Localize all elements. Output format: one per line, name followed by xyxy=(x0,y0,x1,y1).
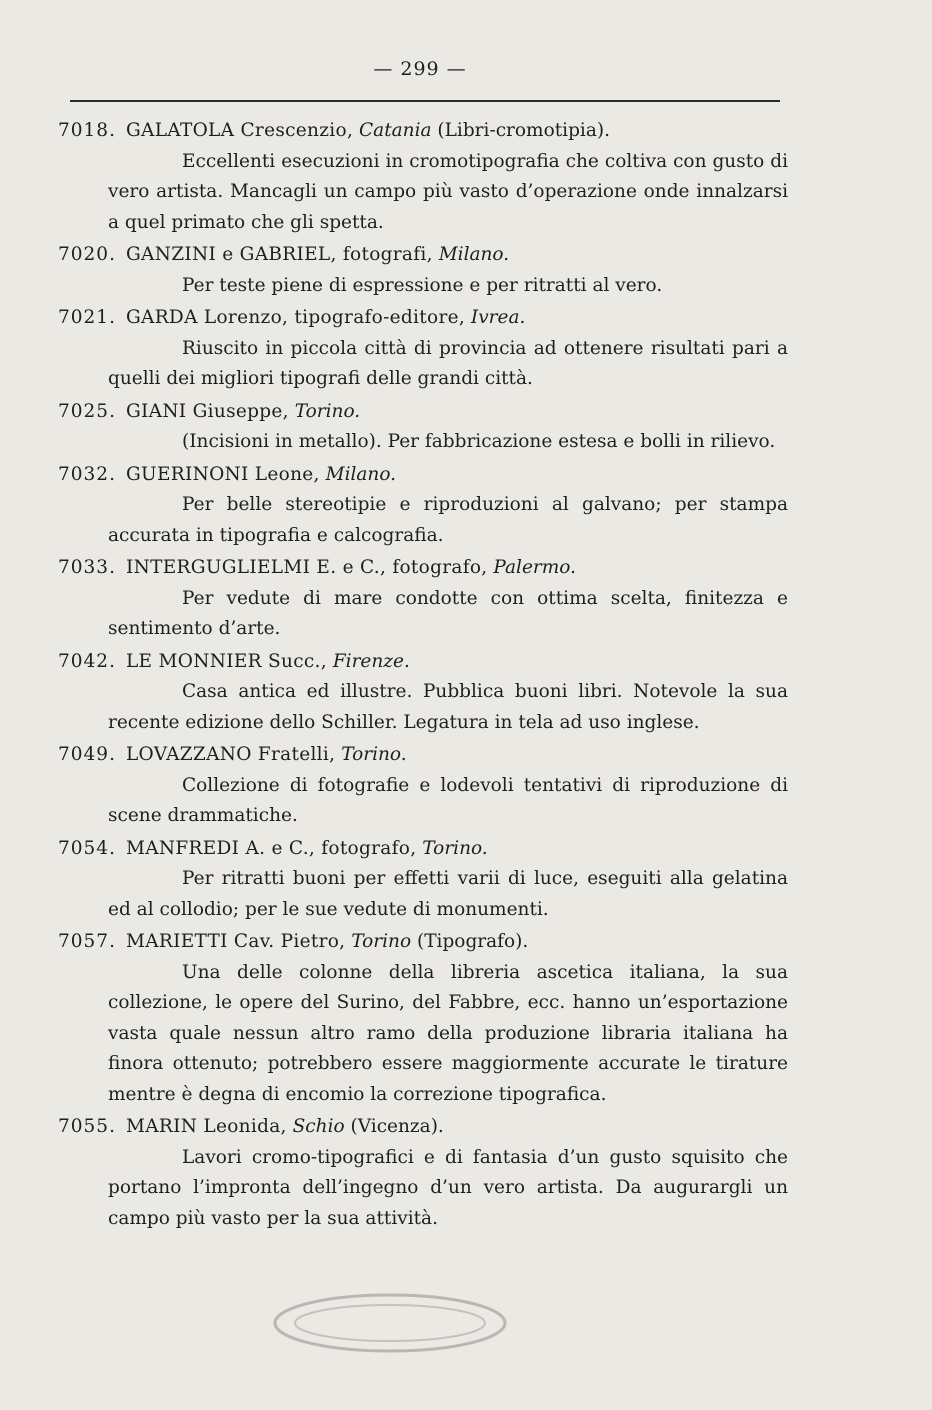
entry-heading xyxy=(58,303,788,334)
entry xyxy=(58,740,788,832)
entry-note: (Tipografo). xyxy=(416,931,529,952)
entry xyxy=(58,647,788,739)
entry-place: Torino xyxy=(351,931,412,952)
entry-heading xyxy=(58,740,788,771)
entry-number: 7042. xyxy=(58,650,116,672)
entry-name: GUERINONI Leone, xyxy=(125,463,320,485)
entry xyxy=(58,927,788,1110)
entry xyxy=(58,116,788,238)
entry-number: 7033. xyxy=(58,557,116,578)
entry-number: 7025. xyxy=(58,400,116,422)
entry-number: 7021. xyxy=(58,307,116,328)
entry-name: GARDA Lorenzo, tipografo-editore, xyxy=(125,307,466,328)
entry-description: Per vedute di mare condotte con ottima scelta, finitezza e sentimento d’arte. xyxy=(108,587,788,639)
entry-heading xyxy=(58,397,788,428)
entry xyxy=(58,303,788,395)
entry-place: Ivrea. xyxy=(470,307,526,328)
entry-place: Milano. xyxy=(325,463,397,485)
library-stamp xyxy=(270,1288,510,1358)
entry-heading xyxy=(58,647,788,678)
entry-note: (Libri-cromotipia). xyxy=(437,120,610,141)
entry-number: 7032. xyxy=(58,463,116,485)
entry-name: MARIN Leonida, xyxy=(125,1116,287,1137)
entry-number: 7054. xyxy=(58,837,116,859)
entry-heading xyxy=(58,1112,788,1143)
entry-place: Catania xyxy=(359,120,432,141)
entry-place: Palermo. xyxy=(493,557,576,578)
entry-heading xyxy=(58,460,788,491)
entry-place: Torino. xyxy=(422,837,488,859)
entry-description: Collezione di fotografie e lodevoli tentativi di riproduzione di scene drammatiche. xyxy=(108,774,788,826)
entry-place: Torino. xyxy=(294,400,361,422)
entry-name: LOVAZZANO Fratelli, xyxy=(125,744,336,765)
entry-name: LE MONNIER Succ., xyxy=(125,650,327,672)
header-rule xyxy=(70,100,780,102)
entries-list xyxy=(58,116,788,1236)
entry-heading xyxy=(58,927,788,958)
entry xyxy=(58,460,788,552)
entry-description: Per teste piene di espressione e per ritratti al vero. xyxy=(182,274,663,296)
entry-name: GIANI Giuseppe, xyxy=(125,400,289,422)
entry-name: GALATOLA Crescenzio, xyxy=(125,120,354,141)
entry-name: MARIETTI Cav. Pietro, xyxy=(125,931,346,952)
entry-heading xyxy=(58,116,788,147)
entry-name: MANFREDI A. e C., fotografo, xyxy=(125,837,417,859)
entry-place: Torino. xyxy=(341,744,407,765)
entry-place: Firenze. xyxy=(332,650,410,672)
entry xyxy=(58,1112,788,1234)
entry-description: Riuscito in piccola città di provincia ad ottenere risultati pari a quelli dei migliori tipografi delle grandi città. xyxy=(108,337,788,389)
entry-description: (Incisioni in metallo). Per fabbricazione estesa e bolli in rilievo. xyxy=(182,431,776,452)
entry-description: Una delle colonne della libreria ascetica italiana, la sua collezione, le opere del Surino, del Fabbre, ecc. hanno un’esportazione vasta quale nessun altro ramo della produzione libraria italiana ha finora ottenuto; potrebbero essere maggiormente accurate le tirature mentre è degna di encomio la correzione tipografica. xyxy=(108,961,788,1105)
entry-name: INTERGUGLIELMI E. e C., fotografo, xyxy=(125,557,488,578)
entry-number: 7018. xyxy=(58,120,116,141)
page-number: — 299 — xyxy=(373,58,467,80)
entry-note: (Vicenza). xyxy=(350,1116,444,1137)
entry-description: Eccellenti esecuzioni in cromotipografia che coltiva con gusto di vero artista. Mancagli un campo più vasto d’operazione onde innalzarsi a quel primato che gli spetta. xyxy=(108,150,788,233)
entry-heading xyxy=(58,240,788,271)
entry-description: Per belle stereotipie e riproduzioni al galvano; per stampa accurata in tipografia e calcografia. xyxy=(108,494,788,546)
entry xyxy=(58,834,788,926)
entry-place: Schio xyxy=(292,1116,345,1137)
entry-number: 7057. xyxy=(58,931,116,952)
entry-description: Casa antica ed illustre. Pubblica buoni libri. Notevole la sua recente edizione dello Schiller. Legatura in tela ad uso inglese. xyxy=(108,681,788,733)
entry xyxy=(58,397,788,458)
entry xyxy=(58,553,788,645)
entry-heading xyxy=(58,553,788,584)
entry-place: Milano. xyxy=(438,244,510,265)
entry-number: 7020. xyxy=(58,244,116,265)
entry-description: Lavori cromo-tipografici e di fantasia d’un gusto squisito che portano l’impronta dell’ingegno d’un vero artista. Da augurargli un campo più vasto per la sua attività. xyxy=(108,1146,788,1229)
entry-name: GANZINI e GABRIEL, fotografi, xyxy=(125,244,433,265)
entry xyxy=(58,240,788,301)
entry-number: 7055. xyxy=(58,1116,116,1137)
entry-number: 7049. xyxy=(58,744,116,765)
entry-description: Per ritratti buoni per effetti varii di luce, eseguiti alla gelatina ed al collodio; per le sue vedute di monumenti. xyxy=(108,868,788,920)
entry-heading xyxy=(58,834,788,865)
